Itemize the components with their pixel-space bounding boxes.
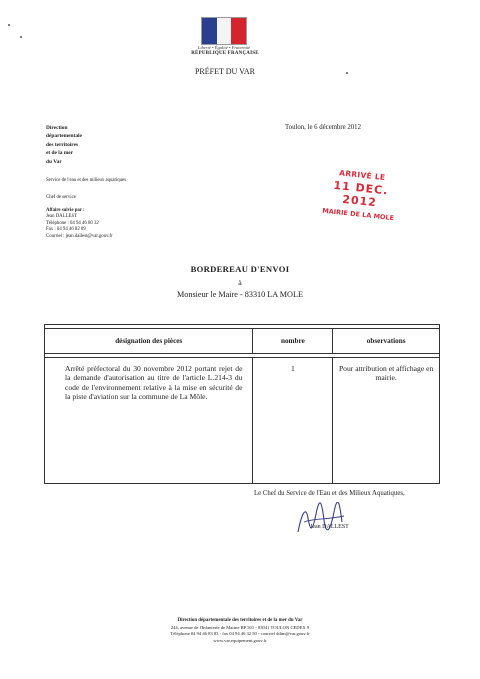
stamp-label: ARRIVÉ LE [338, 168, 386, 183]
republic-name: RÉPUBLIQUE FRANÇAISE [191, 51, 259, 56]
contact-line: Jean DALLEST [46, 214, 78, 220]
document-title: BORDEREAU D'ENVOI [190, 264, 290, 274]
scan-speck [346, 72, 348, 74]
scan-speck [20, 36, 22, 38]
direction-line: départementale [46, 133, 82, 140]
items-table [44, 324, 440, 484]
contact-line: Fax : 04 94 46 82 09 [46, 227, 86, 233]
stamp-office: MAIRIE DE LA MOLE [321, 206, 395, 223]
contact-title: Affaire suivie par : [46, 208, 85, 213]
contact-line: Téléphone : 04 94 46 80 32 [46, 220, 99, 226]
header-nombre: nombre [253, 329, 333, 354]
signature-title: Le Chef du Service de l'Eau et des Milieux Aquatiques, [254, 490, 405, 497]
sender-role: Chef de service [46, 195, 76, 200]
footer-block [130, 618, 350, 644]
flag-red-band [231, 18, 246, 44]
table-row [45, 358, 440, 484]
direction-block [46, 124, 136, 166]
contact-line: Courriel : jean.dallest@var.gouv.fr [46, 233, 113, 239]
cell-nombre: 1 [253, 358, 333, 484]
received-stamp [313, 166, 408, 223]
marianne-logo [201, 17, 247, 45]
contact-block [46, 208, 156, 240]
service-name: Service de l'eau et des milieux aquatiques [46, 178, 126, 183]
direction-line: Direction [46, 125, 68, 131]
direction-line: et de la mer [46, 150, 74, 157]
flag-white-band [217, 18, 232, 44]
footer-line: 244, avenue de l'Infanterie de Marine BP 501 - 83041 TOULON CEDEX 9 [170, 624, 310, 630]
date-line: Toulon, le 6 décembre 2012 [285, 124, 361, 131]
republic-motto: Liberté • Égalité • Fraternité [197, 45, 251, 50]
signatory-name: Jean DALLEST [310, 524, 349, 530]
handwritten-signature [290, 502, 350, 536]
footer-line: www.var.equipement.gouv.fr [213, 637, 267, 643]
stamp-date: 11 DEC. 2012 [332, 178, 389, 210]
direction-line: des territoires [46, 141, 79, 148]
header-observations: observations [333, 329, 440, 354]
prefect-title: PRÉFET DU VAR [194, 67, 256, 76]
to-word: à [238, 278, 242, 287]
header-designation: désignation des pièces [45, 329, 253, 354]
cell-observations: Pour attribution et affichage en mairie. [333, 358, 440, 484]
direction-line: du Var [46, 158, 62, 165]
table-header-row [45, 329, 440, 354]
recipient: Monsieur le Maire - 83310 LA MOLE [177, 290, 303, 299]
cell-designation: Arrêté préfectoral du 30 novembre 2012 portant rejet de la demande d'autorisation au titre de l'article L.214-3 du code de l'environnement relative à la mise en sécurité de la piste d'aviation sur la commune de La Môle. [45, 358, 253, 484]
scan-speck [8, 24, 10, 26]
footer-line: Direction départementale des territoires et de la mer du Var [177, 618, 303, 623]
flag-blue-band [202, 18, 217, 44]
footer-line: Téléphone 04 94 46 83 83 - fax 04 94 46 32 50 - courriel ddtm@var.gouv.fr [170, 631, 310, 637]
